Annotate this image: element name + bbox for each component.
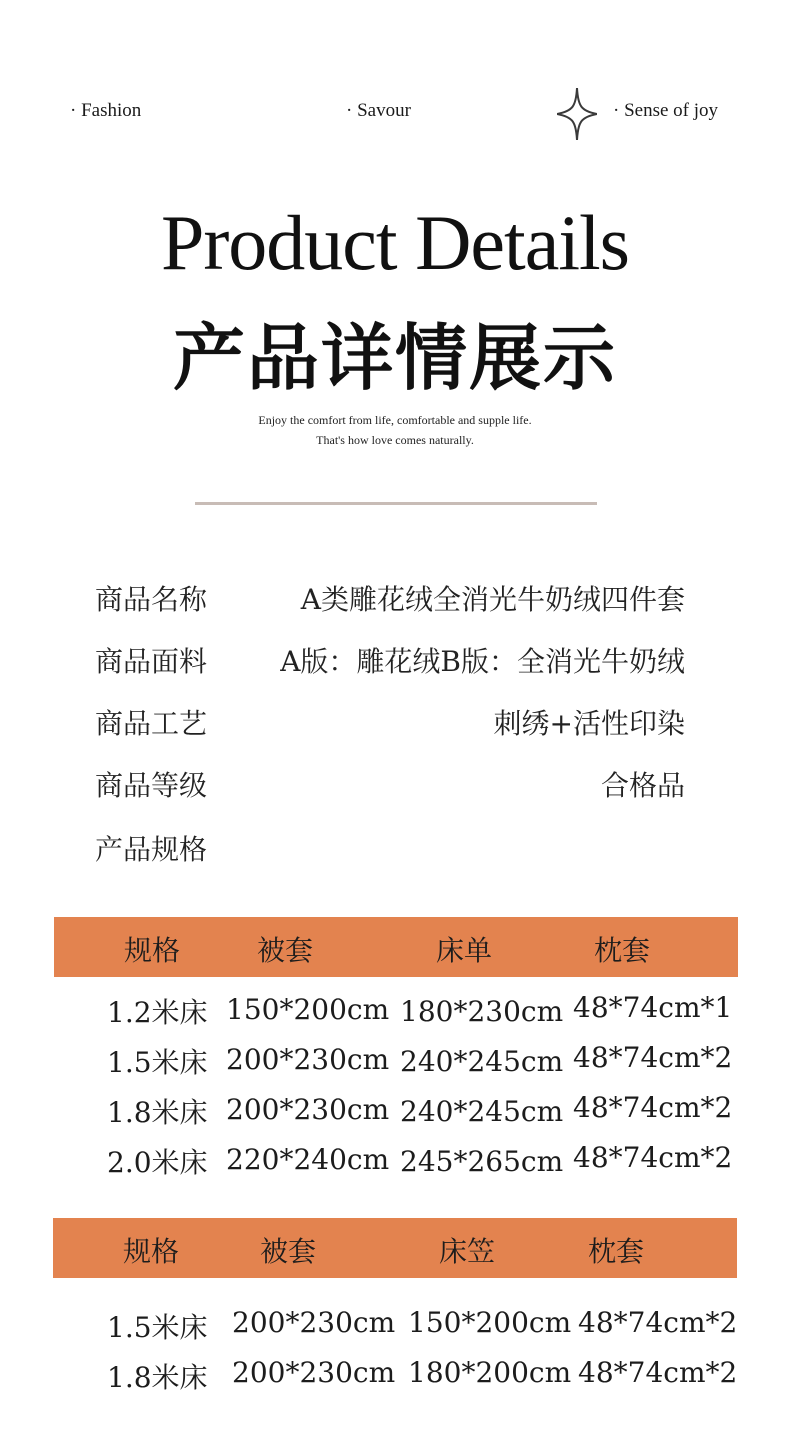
table2-header <box>53 1218 737 1278</box>
table-cell: 200*230cm <box>232 1356 396 1389</box>
table-cell: 48*74cm*1 <box>573 991 733 1024</box>
subtitle-line-1: Enjoy the comfort from life, comfortable and supple life. <box>258 413 532 427</box>
info-label: 商品名称 <box>95 583 208 616</box>
info-label: 产品规格 <box>95 833 208 866</box>
table-cell: 240*245cm <box>400 1095 564 1128</box>
subtitle-line-2: That's how love comes naturally. <box>316 433 474 447</box>
info-label: 商品工艺 <box>95 707 208 740</box>
table-cell: 48*74cm*2 <box>578 1356 738 1389</box>
table-cell: 240*245cm <box>400 1045 564 1078</box>
table-cell: 2.0米床 <box>107 1146 208 1179</box>
table-cell: 245*265cm <box>400 1145 564 1178</box>
table-cell: 180*230cm <box>400 995 564 1028</box>
table-cell: 48*74cm*2 <box>573 1041 733 1074</box>
info-value: 合格品 <box>600 769 685 802</box>
table2-header-quilt: 被套 <box>260 1235 317 1268</box>
info-row-grade <box>95 764 685 804</box>
table-cell: 1.5米床 <box>107 1046 208 1079</box>
table-cell: 1.8米床 <box>107 1361 208 1394</box>
table1-header-sheet: 床单 <box>436 934 493 967</box>
info-value: 刺绣+活性印染 <box>493 707 685 740</box>
table1-header-spec: 规格 <box>124 934 181 967</box>
table2-header-spec: 规格 <box>123 1235 180 1268</box>
table-cell: 150*200cm <box>226 993 390 1026</box>
info-row-name <box>95 578 685 618</box>
four-point-star-icon <box>557 88 597 140</box>
table-cell: 200*230cm <box>232 1306 396 1339</box>
table-cell: 1.5米床 <box>107 1311 208 1344</box>
table1-header <box>54 917 738 977</box>
table-cell: 1.2米床 <box>107 996 208 1029</box>
tag-fashion: · Fashion <box>70 100 142 121</box>
info-label: 商品等级 <box>95 769 208 802</box>
info-label: 商品面料 <box>95 645 208 678</box>
divider <box>195 502 597 505</box>
table-cell: 200*230cm <box>226 1093 390 1126</box>
info-value: A版：雕花绒B版：全消光牛奶绒 <box>280 645 685 678</box>
page-title-cn: 产品详情展示 <box>172 316 617 400</box>
table1-header-quilt: 被套 <box>257 934 314 967</box>
table-cell: 1.8米床 <box>107 1096 208 1129</box>
table-cell: 48*74cm*2 <box>578 1306 738 1339</box>
info-row-spec <box>95 828 685 868</box>
table2-header-fitted-sheet: 床笠 <box>439 1235 496 1268</box>
table-cell: 48*74cm*2 <box>573 1091 733 1124</box>
table-cell: 220*240cm <box>226 1143 390 1176</box>
tag-savour: · Savour <box>346 100 411 121</box>
table2-header-pillow: 枕套 <box>588 1235 645 1268</box>
table1-header-pillow: 枕套 <box>594 934 651 967</box>
tag-sense-of-joy: · Sense of joy <box>613 100 719 121</box>
table-cell: 48*74cm*2 <box>573 1141 733 1174</box>
page-title-en: Product Details <box>160 199 630 286</box>
info-row-craft <box>95 702 685 742</box>
table-cell: 150*200cm <box>408 1306 572 1339</box>
table-cell: 180*200cm <box>408 1356 572 1389</box>
info-row-fabric <box>95 640 685 680</box>
info-value: A类雕花绒全消光牛奶绒四件套 <box>300 583 685 616</box>
table-cell: 200*230cm <box>226 1043 390 1076</box>
